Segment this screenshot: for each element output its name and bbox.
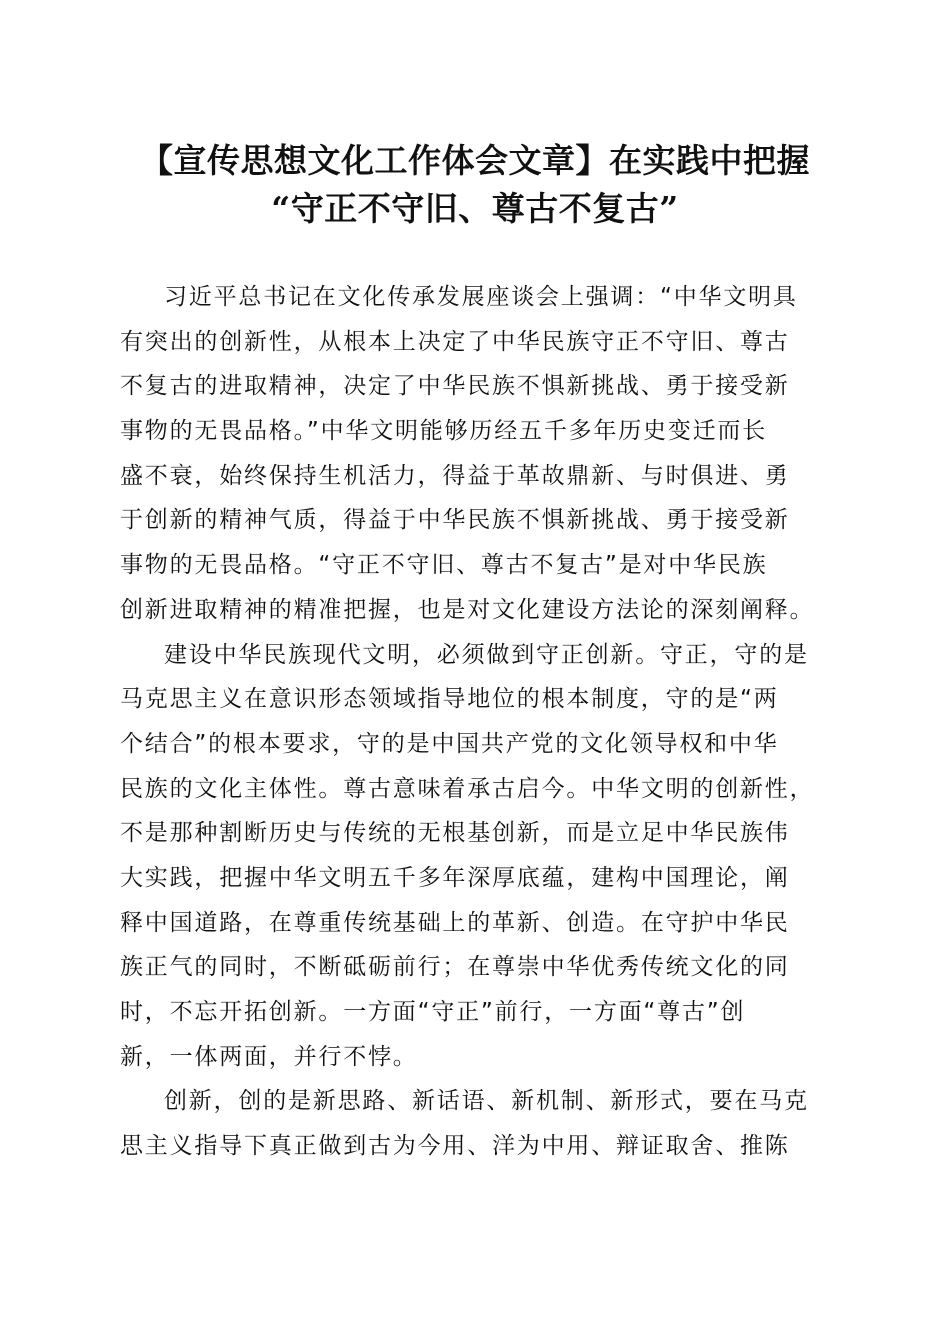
paragraph-line: 建设中华民族现代文明，必须做到守正创新。守正，守的是: [164, 641, 809, 668]
paragraph-3: [120, 1079, 832, 1168]
paragraph-line: 不是那种割断历史与传统的无根基创新，而是立足中华民族伟: [120, 820, 790, 847]
paragraph-line: 释中国道路，在尊重传统基础上的革新、创造。在守护中华民: [120, 909, 790, 936]
paragraph-line: 事物的无畏品格。“守正不守旧、尊古不复古”是对中华民族: [120, 552, 768, 579]
paragraph-line: 大实践，把握中华文明五千多年深厚底蕴，建构中国理论，阐: [120, 864, 790, 891]
paragraph-line: 盛不衰，始终保持生机活力，得益于革故鼎新、与时俱进、勇: [120, 462, 790, 489]
paragraph-line: 有突出的创新性，从根本上决定了中华民族守正不守旧、尊古: [120, 328, 790, 355]
title-line: “守正不守旧、尊古不复古”: [271, 189, 679, 228]
paragraph-line: 民族的文化主体性。尊古意味着承古启今。中华文明的创新性，: [120, 775, 815, 802]
paragraph-line: 习近平总书记在文化传承发展座谈会上强调：“中华文明具: [164, 284, 798, 310]
paragraph-line: 思主义指导下真正做到古为今用、洋为中用、辩证取舍、推陈: [120, 1133, 790, 1160]
paragraph-line: 个结合”的根本要求，守的是中国共产党的文化领导权和中华: [120, 730, 779, 757]
document-title: [100, 137, 850, 233]
paragraph-line: 马克思主义在意识形态领域指导地位的根本制度，守的是“两: [120, 686, 779, 713]
paragraph-line: 创新进取精神的精准把握，也是对文化建设方法论的深刻阐释。: [120, 596, 815, 623]
paragraph-line: 事物的无畏品格。”中华文明能够历经五千多年历史变迁而长: [120, 418, 768, 445]
paragraph-1: [120, 275, 832, 633]
paragraph-line: 创新，创的是新思路、新话语、新机制、新形式，要在马克: [164, 1088, 809, 1115]
document-body: [120, 275, 832, 1169]
paragraph-line: 不复古的进取精神，决定了中华民族不惧新挑战、勇于接受新: [120, 373, 790, 400]
paragraph-line: 于创新的精神气质，得益于中华民族不惧新挑战、勇于接受新: [120, 507, 790, 534]
paragraph-line: 新，一体两面，并行不悖。: [120, 1043, 418, 1070]
title-line: 【宣传思想文化工作体会文章】在实践中把握: [140, 141, 810, 180]
paragraph-line: 族正气的同时，不断砥砺前行；在尊崇中华优秀传统文化的同: [120, 954, 790, 981]
paragraph-2: [120, 633, 832, 1080]
paragraph-line: 时，不忘开拓创新。一方面“守正”前行，一方面“尊古”创: [120, 999, 746, 1025]
